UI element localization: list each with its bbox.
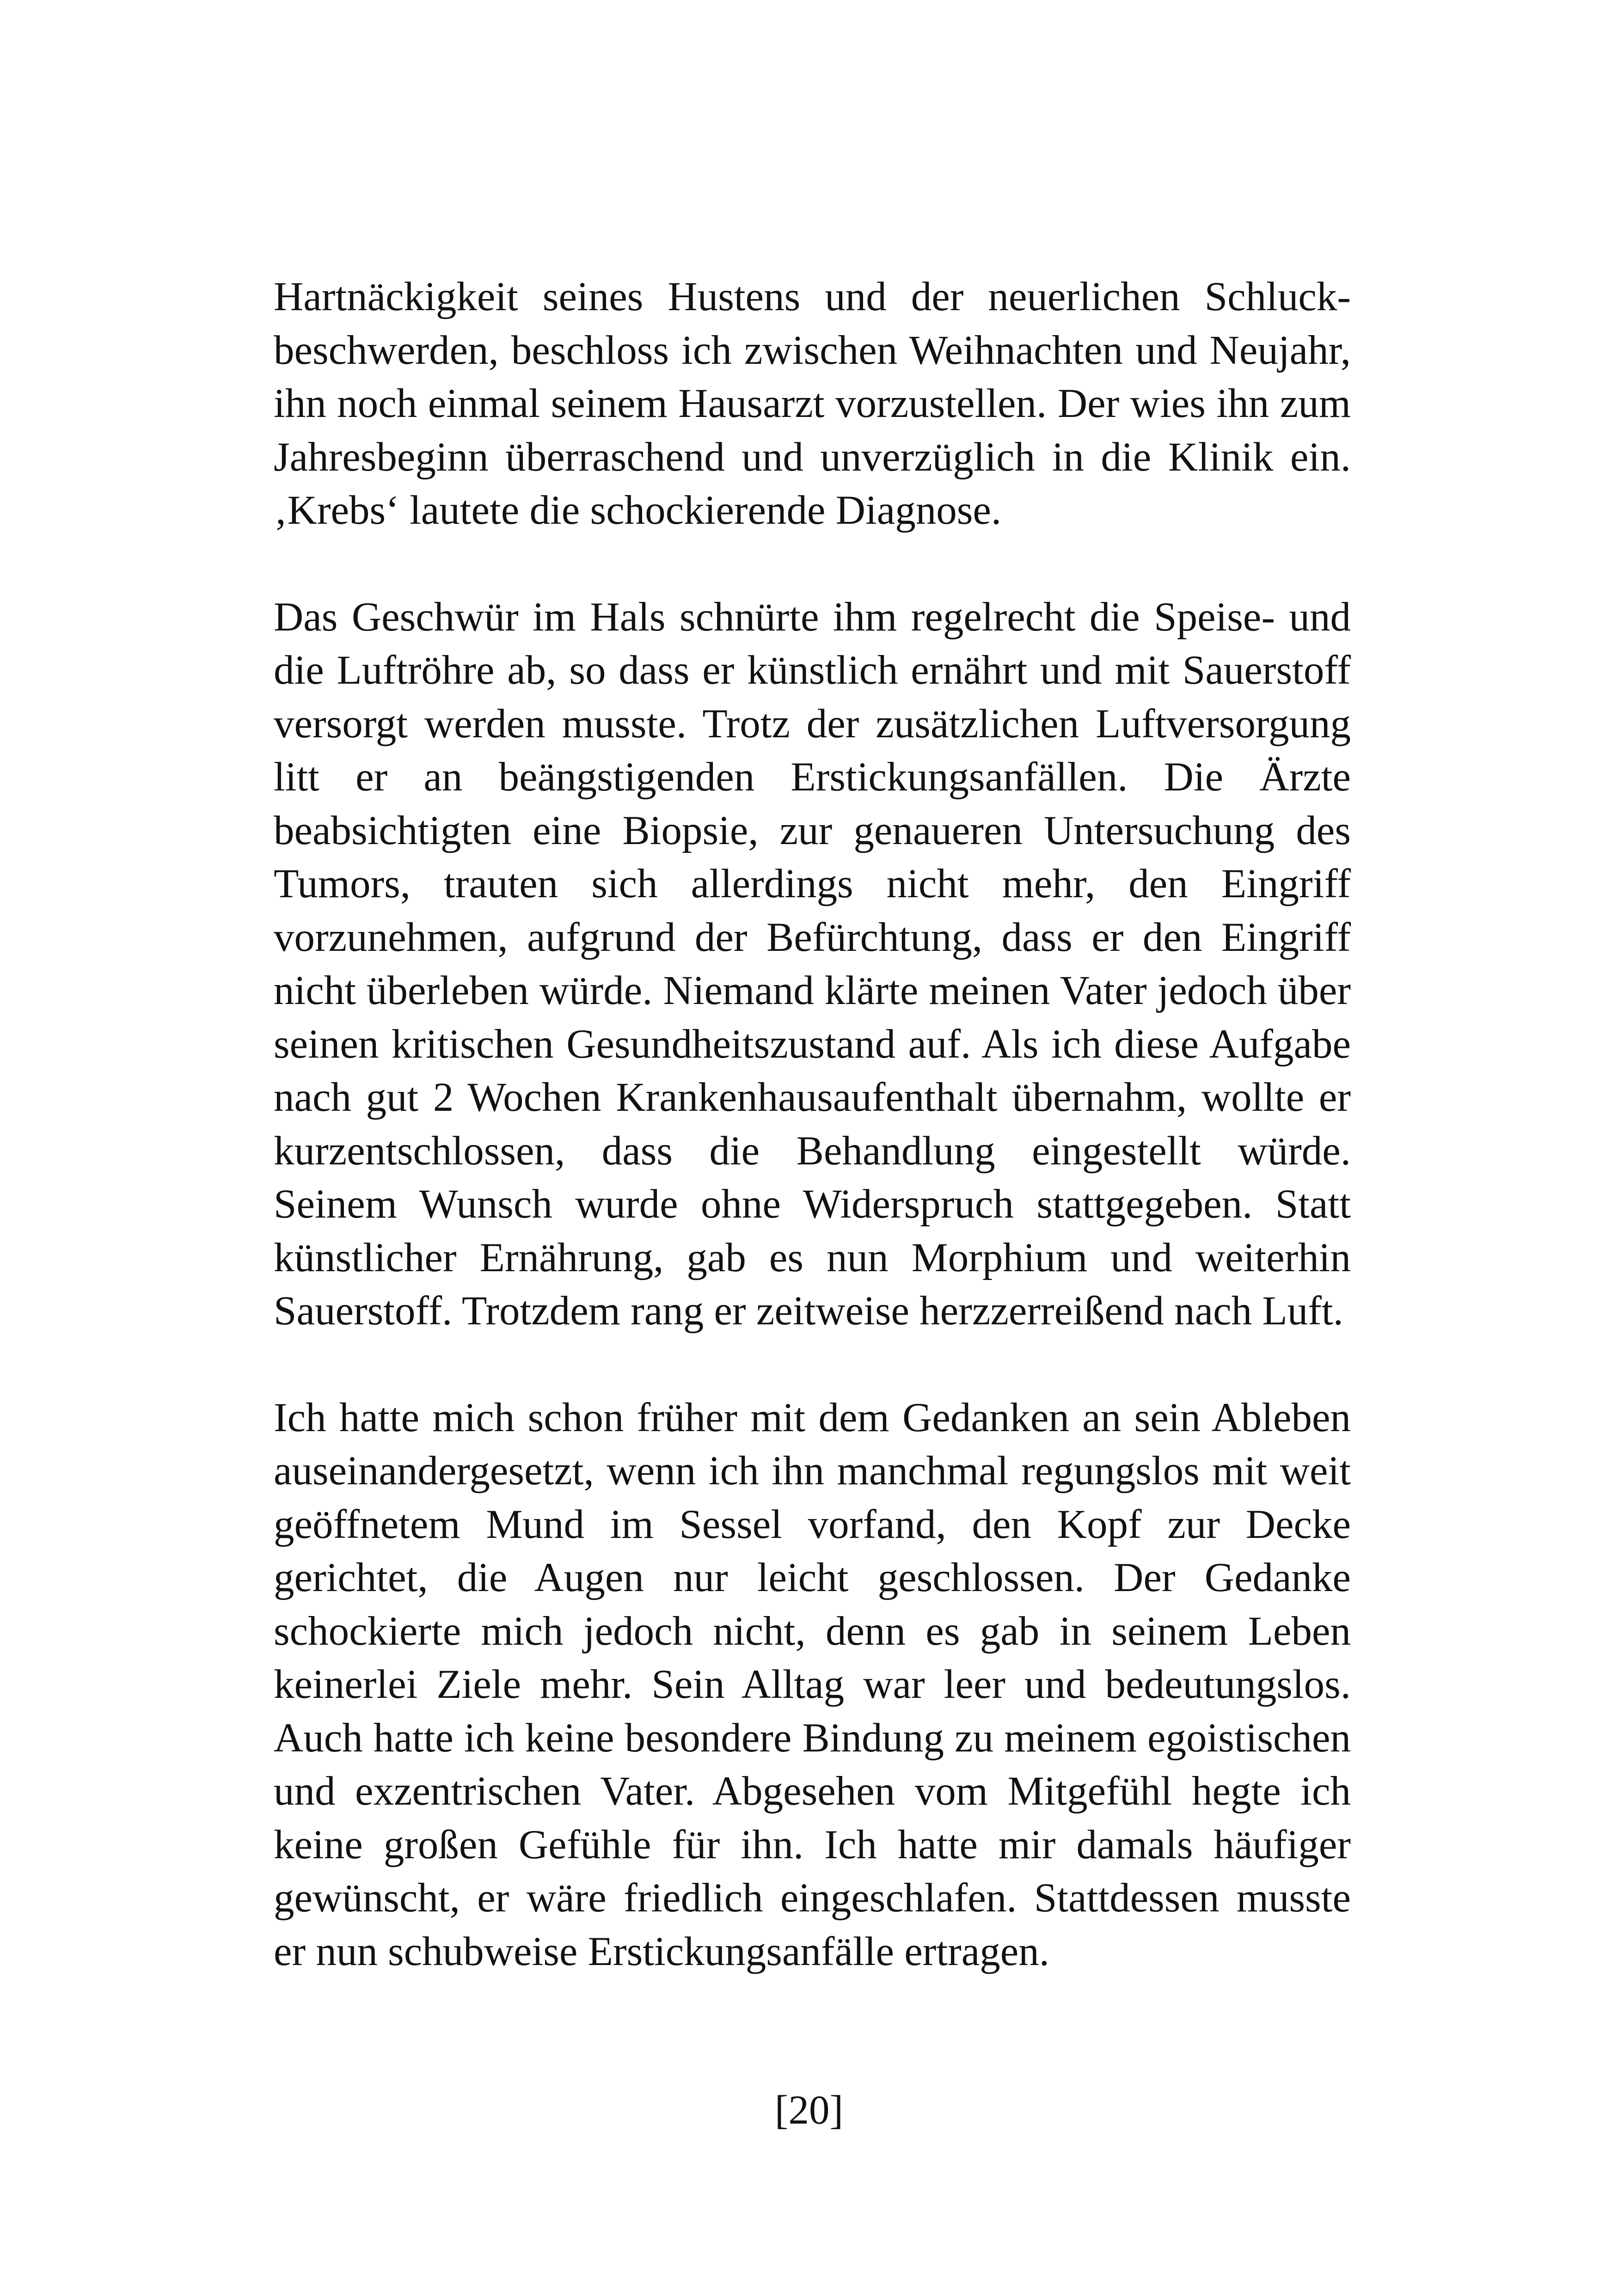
paragraph-1: Hartnäckigkeit seines Hustens und der neuerlichen Schluckbeschwerden, beschloss ich zwischen Weihnachten und Neujahr, ihn noch einmal seinem Hausarzt vorzustellen. Der wies ihn zum Jahresbeginn überraschend und unverzüglich in die Klinik ein. ‚Krebs‘ lautete die schockierende Diagnose.: [274, 274, 1351, 533]
paragraph-2: Das Geschwür im Hals schnürte ihm regelrecht die Speise- und die Luftröhre ab, so dass er künstlich ernährt und mit Sauerstoff versorgt werden musste. Trotz der zusätzlichen Luftversorgung litt er an beängstigenden Erstickungsanfällen. Die Ärzte beabsichtigten eine Biopsie, zur genaueren Untersuchung des Tumors, trauten sich allerdings nicht mehr, den Eingriff vorzunehmen, aufgrund der Befürchtung, dass er den Eingriff nicht überleben würde. Niemand klärte meinen Vater jedoch über seinen kritischen Gesundheitszustand auf. Als ich diese Aufgabe nach gut 2 Wochen Krankenhausaufenthalt übernahm, wollte er kurzentschlossen, dass die Behandlung eingestellt würde. Seinem Wunsch wurde ohne Widerspruch stattgegeben. Statt künstlicher Ernährung, gab es nun Morphium und weiterhin Sauerstoff. Trotzdem rang er zeitweise herzzerreißend nach Luft.: [274, 594, 1351, 1334]
body-text: [274, 270, 1351, 1978]
page-number: [20]: [774, 2088, 844, 2133]
paragraph-3: Ich hatte mich schon früher mit dem Gedanken an sein Ableben auseinandergesetzt, wenn ich ihn manchmal regungslos mit weit geöffnetem Mund im Sessel vorfand, den Kopf zur Decke gerichtet, die Augen nur leicht geschlossen. Der Gedanke schockierte mich jedoch nicht, denn es gab in seinem Leben keinerlei Ziele mehr. Sein Alltag war leer und bedeutungslos. Auch hatte ich keine besondere Bindung zu meinem egoistischen und exzentrischen Vater. Abgesehen vom Mitgefühl hegte ich keine großen Gefühle für ihn. Ich hatte mir damals häufiger gewünscht, er wäre friedlich eingeschlafen. Stattdessen musste er nun schubweise Erstickungsanfälle ertragen.: [274, 1395, 1351, 1974]
